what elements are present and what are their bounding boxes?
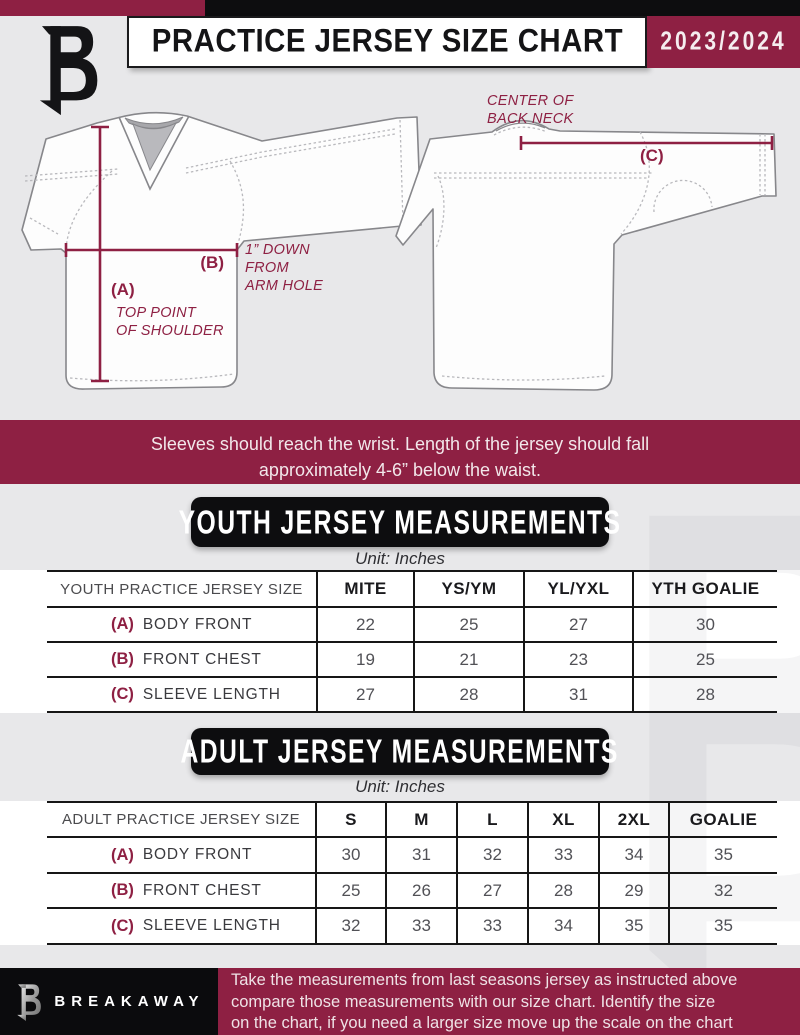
table-cell: 33 (412, 916, 431, 935)
page-title-box (127, 16, 647, 68)
adult-heading-pill (180, 728, 620, 775)
youth-col-goalie: YTH GOALIE (651, 579, 760, 598)
measure-b-label: (B) (200, 253, 224, 272)
table-cell: 23 (569, 649, 588, 669)
fit-note-line2: approximately 4-6” below the waist. (258, 460, 542, 480)
table-cell: 31 (412, 845, 431, 864)
table-cell: 32 (341, 916, 361, 935)
table-cell: 25 (696, 649, 715, 669)
table-row-label: (B) FRONT CHEST (47, 874, 315, 909)
footer-note-line1: Take the measurements from last seasons jersey as instructed above (231, 971, 738, 989)
adult-col-xl: XL (552, 809, 575, 829)
youth-unit-label: Unit: Inches (355, 549, 445, 568)
breakaway-b-logo (26, 22, 106, 116)
youth-col-ylyxl: YL/YXL (547, 579, 610, 598)
measure-b-note-line2: FROM (245, 260, 289, 276)
fit-note-line1: Sleeves should reach the wrist. Length of the jersey should fall (150, 434, 650, 454)
table-cell: 29 (624, 880, 644, 900)
measure-a-note-line2: OF SHOULDER (116, 323, 224, 339)
season-badge (647, 16, 800, 68)
youth-section-head (0, 484, 800, 570)
table-cell: 35 (714, 916, 733, 935)
table-cell: 33 (483, 916, 502, 935)
youth-table-header-size: YOUTH PRACTICE JERSEY SIZE (60, 580, 303, 598)
table-cell: 25 (341, 880, 361, 900)
back-jersey-drawing (396, 121, 776, 390)
footer-note-line3: on the chart, if you need a larger size move up the scale on the chart (231, 1014, 733, 1032)
footer-brand-name: BREAKAWAY (54, 993, 205, 1010)
table-cell: 34 (624, 845, 644, 864)
adult-col-l: L (487, 809, 498, 829)
measure-b-note-line1: 1” DOWN (245, 242, 310, 258)
footer (0, 968, 800, 1035)
table-cell: 34 (554, 916, 573, 935)
table-cell: 31 (569, 684, 588, 704)
table-cell: 28 (459, 684, 479, 704)
adult-col-goalie: GOALIE (689, 809, 758, 829)
youth-table-band (0, 570, 800, 713)
table-cell: 22 (356, 614, 375, 634)
adult-table-band (0, 801, 800, 945)
measure-c-label: (C) (640, 146, 664, 165)
breakaway-b-logo-footer (13, 982, 43, 1022)
table-cell: 27 (569, 614, 588, 634)
table-cell: 30 (341, 845, 361, 864)
measure-b-note-line3: ARM HOLE (245, 278, 324, 294)
top-accent-strip-maroon (0, 0, 205, 16)
table-cell: 19 (356, 649, 375, 669)
table-row-label: (B) FRONT CHEST (47, 643, 316, 678)
adult-size-table (47, 801, 777, 945)
footer-brand-box (0, 968, 218, 1035)
table-cell: 33 (554, 845, 573, 864)
top-accent-strip (0, 0, 800, 16)
table-cell: 28 (696, 684, 715, 704)
table-row-label: (C) SLEEVE LENGTH (47, 909, 315, 945)
youth-size-table (47, 570, 777, 713)
footer-note-box (218, 968, 800, 1035)
table-cell: 27 (356, 684, 375, 704)
adult-col-s: S (345, 809, 357, 829)
table-row-label: (A) BODY FRONT (47, 838, 315, 874)
table-cell: 30 (696, 614, 715, 634)
adult-col-2xl: 2XL (617, 809, 651, 829)
measure-a-note-line1: TOP POINT (116, 305, 197, 321)
table-cell: 26 (412, 880, 431, 900)
table-cell: 35 (714, 845, 733, 864)
page-title: PRACTICE JERSEY SIZE CHART (151, 23, 623, 60)
adult-unit-label: Unit: Inches (355, 777, 445, 796)
adult-heading: ADULT JERSEY MEASUREMENTS (180, 731, 620, 771)
jersey-diagram-svg (0, 68, 800, 420)
adult-section-head (0, 713, 800, 801)
table-cell: 27 (483, 880, 502, 900)
table-cell: 32 (714, 880, 733, 900)
fit-note-banner (0, 420, 800, 484)
table-cell: 25 (459, 614, 479, 634)
youth-heading-pill (178, 497, 622, 547)
table-cell: 28 (554, 880, 573, 900)
jersey-diagram-area (0, 68, 800, 420)
table-cell: 32 (483, 845, 502, 864)
footer-note-line2: compare those measurements with our size chart. Identify the size (231, 992, 716, 1011)
back-neck-note-line1: CENTER OF (487, 93, 574, 109)
table-cell: 35 (624, 916, 644, 935)
measure-a-label: (A) (111, 280, 135, 299)
youth-col-mite: MITE (344, 579, 387, 598)
adult-table-header-size: ADULT PRACTICE JERSEY SIZE (62, 811, 300, 828)
table-row-label: (A) BODY FRONT (47, 608, 316, 643)
youth-heading: YOUTH JERSEY MEASUREMENTS (178, 501, 622, 541)
table-row-label: (C) SLEEVE LENGTH (47, 678, 316, 713)
youth-col-ysym: YS/YM (441, 579, 497, 598)
season-label: 2023/2024 (660, 27, 787, 56)
table-cell: 21 (459, 649, 479, 669)
spacer-band (0, 945, 800, 968)
back-neck-note-line2: BACK NECK (487, 111, 574, 127)
adult-col-m: M (414, 809, 429, 829)
